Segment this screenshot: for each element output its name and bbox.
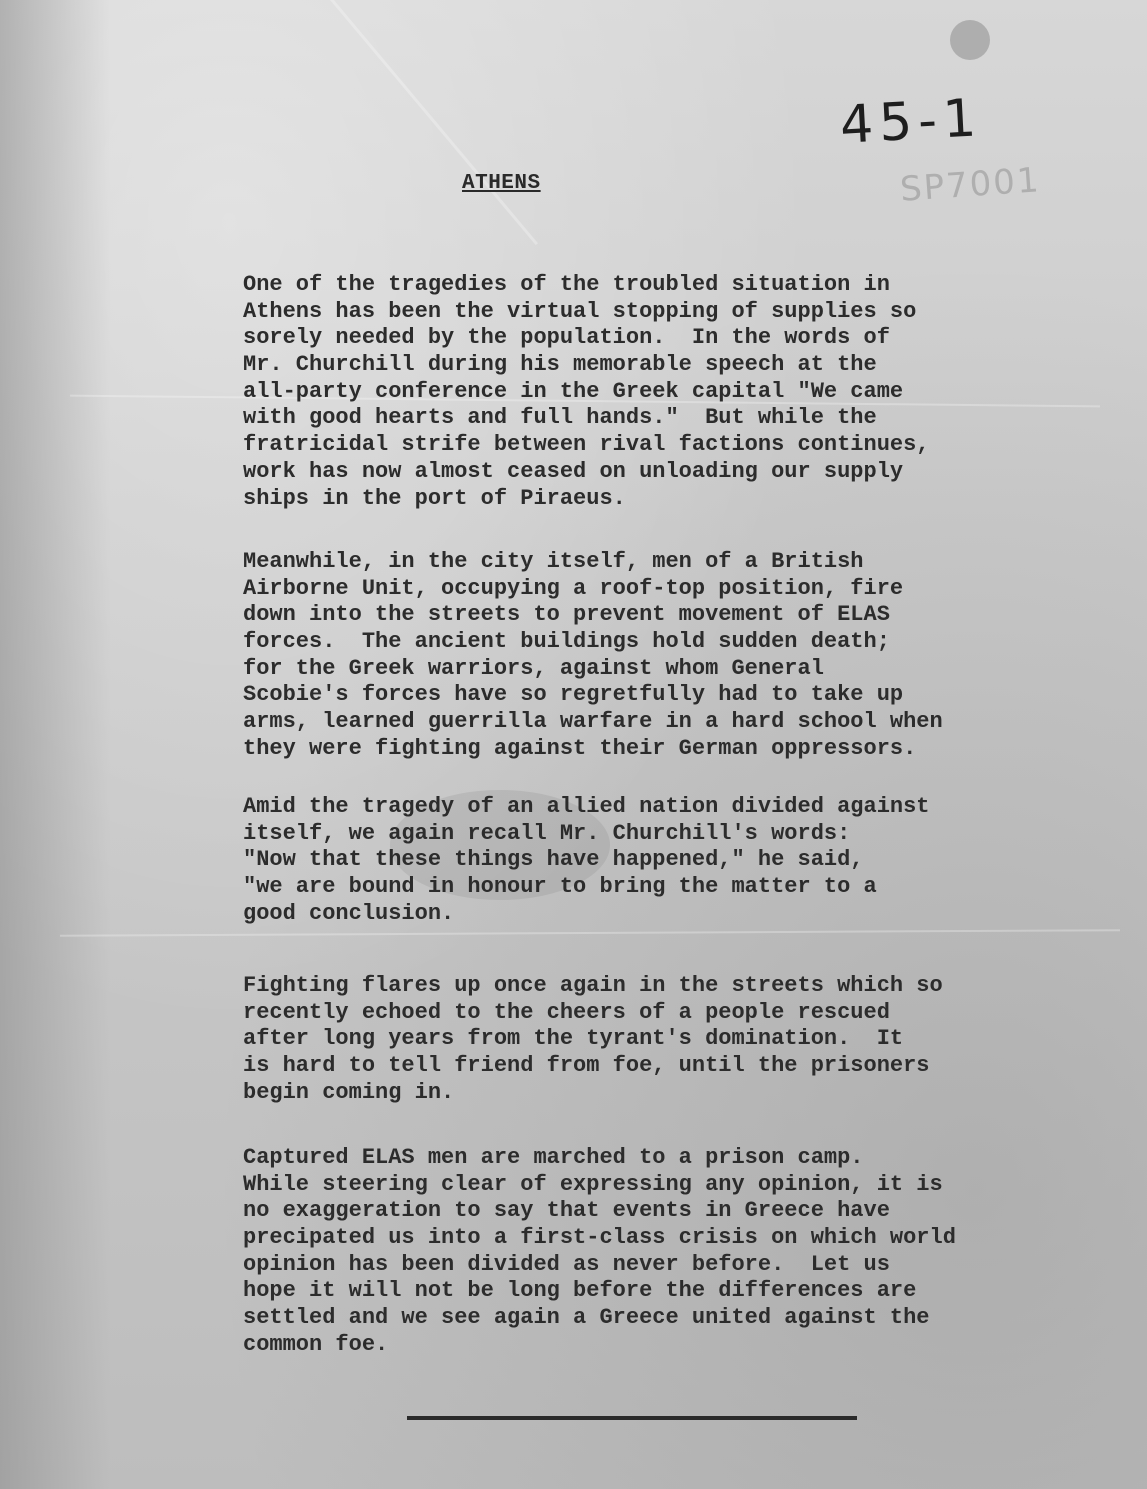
- worn-left-edge: [0, 0, 110, 1489]
- text-line: all-party conference in the Greek capital "We came: [243, 378, 904, 404]
- text-line: Amid the tragedy of an allied nation divided against: [243, 794, 930, 819]
- paragraph: [243, 1145, 1053, 1359]
- text-line: they were fighting against their German oppressors.: [243, 735, 917, 761]
- text-line: Captured ELAS men are marched to a prison camp.: [243, 1145, 864, 1170]
- text-line: ships in the port of Piraeus.: [243, 485, 626, 511]
- text-line: for the Greek warriors, against whom General: [243, 655, 824, 681]
- text-line: is hard to tell friend from foe, until the prisoners: [243, 1053, 930, 1079]
- text-line: "we are bound in honour to bring the matter to a: [243, 874, 877, 900]
- text-line: begin coming in.: [243, 1079, 455, 1105]
- faded-stamp: SP7001: [898, 160, 1042, 210]
- text-line: work has now almost ceased on unloading our supply: [243, 458, 904, 484]
- paper-stain: [950, 20, 990, 60]
- text-line: good conclusion.: [243, 900, 455, 926]
- text-line: arms, learned guerrilla warfare in a hard school when: [243, 709, 943, 735]
- handwritten-page-number: 45-1: [838, 88, 984, 156]
- text-line: opinion has been divided as never before. Let us: [243, 1251, 890, 1277]
- text-line: Scobie's forces have so regretfully had to take up: [243, 682, 904, 708]
- text-line: Mr. Churchill during his memorable speech at the: [243, 352, 877, 378]
- text-line: forces. The ancient buildings hold sudden death;: [243, 629, 890, 655]
- text-line: fratricidal strife between rival factions continues,: [243, 432, 930, 458]
- document-title: ATHENS: [462, 172, 541, 195]
- paragraph: [243, 794, 1053, 927]
- text-line: Fighting flares up once again in the streets which so: [243, 973, 943, 998]
- text-line: Airborne Unit, occupying a roof-top position, fire: [243, 575, 904, 601]
- end-rule-line: [407, 1416, 857, 1420]
- text-line: "Now that these things have happened," he said,: [243, 847, 864, 873]
- paragraph: [243, 272, 1053, 512]
- text-line: hope it will not be long before the differences are: [243, 1278, 917, 1304]
- text-line: sorely needed by the population. In the words of: [243, 325, 890, 351]
- paragraph: [243, 973, 1053, 1106]
- text-line: recently echoed to the cheers of a people rescued: [243, 999, 890, 1025]
- paragraph: [243, 549, 1053, 763]
- fold-crease: [330, 0, 538, 245]
- text-line: itself, we again recall Mr. Churchill's words:: [243, 820, 851, 846]
- text-line: with good hearts and full hands." But while the: [243, 405, 877, 431]
- text-line: settled and we see again a Greece united against the: [243, 1305, 930, 1331]
- text-line: precipated us into a first-class crisis on which world: [243, 1225, 956, 1251]
- text-line: after long years from the tyrant's domination. It: [243, 1026, 904, 1052]
- fold-crease: [60, 929, 1120, 937]
- text-line: While steering clear of expressing any opinion, it is: [243, 1171, 943, 1197]
- text-line: One of the tragedies of the troubled situation in: [243, 272, 890, 297]
- text-line: Meanwhile, in the city itself, men of a British: [243, 549, 864, 574]
- text-line: Athens has been the virtual stopping of supplies so: [243, 298, 917, 324]
- text-line: no exaggeration to say that events in Greece have: [243, 1198, 890, 1224]
- text-line: down into the streets to prevent movement of ELAS: [243, 602, 890, 628]
- text-line: common foe.: [243, 1331, 389, 1357]
